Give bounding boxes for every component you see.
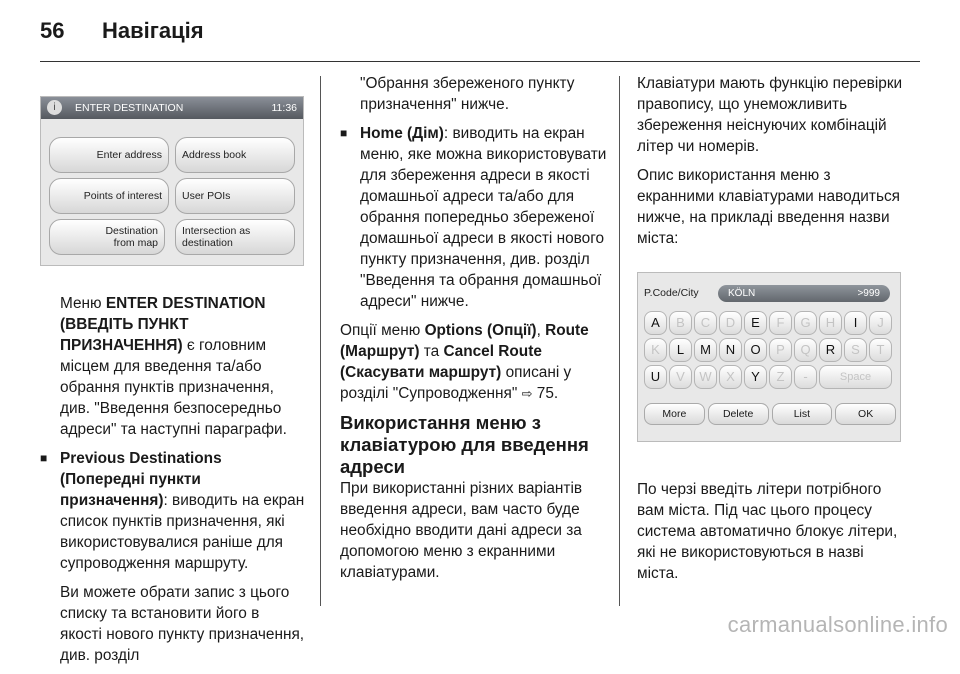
key-g[interactable]: G — [794, 311, 817, 335]
points-of-interest-button[interactable]: Points of interest — [49, 178, 169, 214]
key-n[interactable]: N — [719, 338, 742, 362]
paragraph-enter-letters: По черзі введіть літери потрібного вам міста. Під час цього процесу система автоматично блокує літери, які не використовуються в назві міста. — [637, 481, 898, 582]
option-name: Previous Destinations (Попередні пункти призначення) — [60, 450, 222, 509]
page-header — [40, 18, 204, 44]
key-u[interactable]: U — [644, 365, 667, 389]
result-count: >999 — [857, 288, 880, 299]
paragraph-select-entry: Ви можете обрати запис з цього списку та встановити його в якості нового пункту призначення, див. розділ — [60, 584, 305, 664]
option-name: Cancel Route (Скасувати маршрут) — [340, 343, 542, 381]
header-rule — [40, 61, 920, 62]
enter-destination-screen — [40, 96, 304, 266]
key-b[interactable]: B — [669, 311, 692, 335]
key-p[interactable]: P — [769, 338, 792, 362]
bullet-home — [340, 123, 608, 312]
keyboard-keys — [644, 311, 896, 392]
keyboard-screen — [637, 272, 901, 442]
intersection-label: Intersection as destination — [182, 225, 251, 249]
menu-name: ENTER DESTINATION (ВВЕДІТЬ ПУНКТ ПРИЗНАЧЕННЯ) — [60, 295, 266, 354]
section-heading: Використання меню з клавіатурою для введення адреси — [340, 412, 589, 477]
key-o[interactable]: O — [744, 338, 767, 362]
enter-address-button[interactable]: Enter address — [49, 137, 169, 173]
key-f[interactable]: F — [769, 311, 792, 335]
paragraph-spellcheck: Клавіатури мають функцію перевірки правопису, що унеможливить збереження неіснуючих комбінацій літер чи номерів. — [637, 75, 903, 155]
bullet-previous-destinations — [40, 448, 305, 574]
watermark: carmanualsonline.info — [727, 612, 948, 637]
text: Меню — [60, 295, 106, 312]
column-2 — [340, 73, 608, 591]
page-ref-arrow-icon: ⇨ — [521, 386, 533, 401]
option-name: Options (Опції) — [424, 322, 537, 339]
key-i[interactable]: I — [844, 311, 867, 335]
page-title: Навігація — [102, 18, 204, 43]
key-x[interactable]: X — [719, 365, 742, 389]
hyphen-key[interactable]: - — [794, 365, 817, 389]
key-h[interactable]: H — [819, 311, 842, 335]
keyboard-row — [644, 365, 896, 389]
page-number: 56 — [40, 18, 65, 43]
destination-from-map-label: Destination from map — [105, 225, 158, 249]
user-pois-button[interactable]: User POIs — [175, 178, 295, 214]
key-j[interactable]: J — [869, 311, 892, 335]
keyboard-functions — [644, 403, 896, 425]
paragraph-keyboard-intro: При використанні різних варіантів введення адреси, вам часто буде необхідно вводити дані адреси за допомогою меню з екранними клавіатурами. — [340, 480, 583, 581]
key-a[interactable]: A — [644, 311, 667, 335]
key-z[interactable]: Z — [769, 365, 792, 389]
paragraph-continued: "Обрання збереженого пункту призначення" нижче. — [360, 75, 575, 113]
key-e[interactable]: E — [744, 311, 767, 335]
destination-from-map-button[interactable] — [49, 219, 165, 255]
key-c[interactable]: C — [694, 311, 717, 335]
field-label: P.Code/City — [644, 287, 699, 299]
text: 75. — [532, 385, 559, 402]
column-divider-1 — [320, 76, 321, 606]
space-key[interactable]: Space — [819, 365, 892, 389]
key-k[interactable]: K — [644, 338, 667, 362]
address-book-button[interactable]: Address book — [175, 137, 295, 173]
column-3-bottom — [637, 479, 907, 592]
key-q[interactable]: Q — [794, 338, 817, 362]
screen-clock: 11:36 — [271, 102, 297, 114]
screen-title-bar — [41, 97, 303, 119]
intersection-button[interactable] — [175, 219, 295, 255]
column-1 — [60, 293, 305, 674]
key-v[interactable]: V — [669, 365, 692, 389]
paragraph-enter-destination — [60, 293, 305, 440]
paragraph-description: Опис використання меню з екранними клавіатурами наводиться нижче, на прикладі введення назви міста: — [637, 167, 901, 247]
text: та — [419, 343, 444, 360]
key-r[interactable]: R — [819, 338, 842, 362]
key-w[interactable]: W — [694, 365, 717, 389]
ok-button[interactable]: OK — [835, 403, 896, 425]
key-m[interactable]: M — [694, 338, 717, 362]
text: : виводить на екран список пунктів призначення, які використовувалися раніше для супроводження маршруту. — [60, 492, 305, 572]
text: Опції меню — [340, 322, 425, 339]
key-t[interactable]: T — [869, 338, 892, 362]
city-input-value: KÖLN — [728, 288, 756, 299]
paragraph-options — [340, 320, 608, 404]
text: , — [536, 322, 546, 339]
text: є головним місцем для введення та/або обрання пунктів призначення, див. "Введення безпосередньо адреси" та наступні параграфи. — [60, 337, 287, 438]
keyboard-row — [644, 338, 896, 362]
key-s[interactable]: S — [844, 338, 867, 362]
text: описані у розділі "Супроводження" — [340, 364, 572, 402]
screen-title: ENTER DESTINATION — [75, 102, 184, 114]
key-d[interactable]: D — [719, 311, 742, 335]
key-l[interactable]: L — [669, 338, 692, 362]
list-button[interactable]: List — [772, 403, 833, 425]
text: : виводить на екран меню, яке можна використовувати для збереження адреси в якості домашньої адреси та/або для обрання попередньо збереженої домашньої адреси в якості нового пункту призначення, див. розділ "Введення та обрання домашньої адреси" нижче. — [360, 125, 607, 310]
more-button[interactable]: More — [644, 403, 705, 425]
column-divider-2 — [619, 76, 620, 606]
option-name: Route (Маршрут) — [340, 322, 589, 360]
option-name: Home (Дім) — [360, 125, 444, 142]
key-y[interactable]: Y — [744, 365, 767, 389]
city-input[interactable] — [718, 285, 890, 302]
column-3 — [637, 73, 907, 257]
info-icon: i — [47, 100, 62, 115]
delete-button[interactable]: Delete — [708, 403, 769, 425]
keyboard-row — [644, 311, 896, 335]
